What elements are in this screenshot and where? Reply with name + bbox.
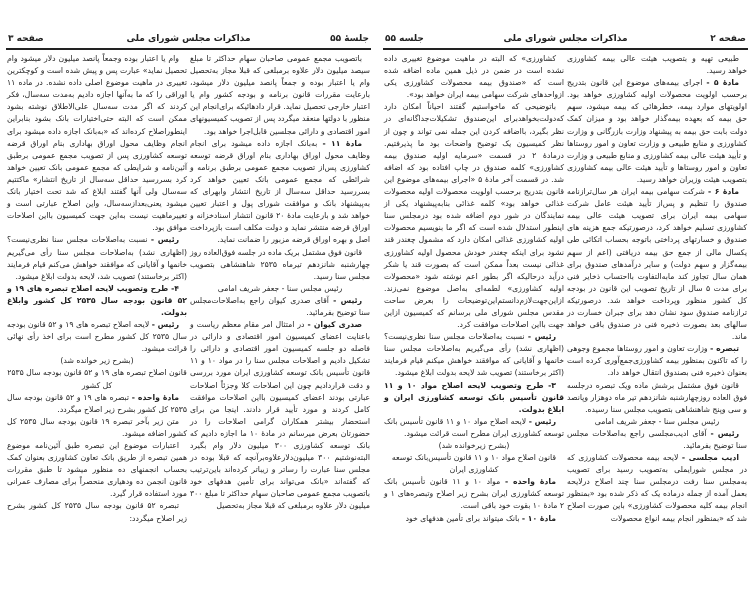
speaker-or-article-label: رئیس - bbox=[710, 428, 740, 438]
speaker-or-article-label: رئیس - bbox=[528, 416, 556, 426]
text-column bbox=[190, 53, 370, 513]
paragraph-text: بانک میتواند برای تأمین هدفهای خود bbox=[405, 513, 520, 523]
text-column bbox=[384, 53, 564, 525]
paragraph bbox=[190, 53, 370, 138]
header-rule bbox=[383, 48, 748, 50]
speaker-or-article-label: رئیس - bbox=[333, 295, 362, 305]
paragraph bbox=[384, 331, 564, 379]
centered-line bbox=[567, 416, 747, 428]
session-number: جلسه ۵۵ bbox=[385, 34, 424, 44]
paragraph bbox=[567, 53, 747, 77]
speaker-or-article-label: رئیس - bbox=[151, 320, 179, 330]
speaker-or-article-label: ادیب مجلسی - bbox=[681, 453, 739, 463]
paragraph bbox=[7, 500, 187, 524]
page-number: صفحه ۲ bbox=[710, 34, 746, 44]
paragraph-text: وام یا اعتبار بوده وجمعاً پانصد میلیون دلار میشود وام تحصیل نماید» عبارت پس و پیش شده است و کوچکترین تغییری در ماهیت موضوع اصلی داده نشده. در ماده ۱۱ اوراقی را که ما به‌آنها اجازه دادیم به‌مدت سه‌سال، فکر کردند که اگر مدت سه‌سال علی‌الاطلاق نوشته بشود ممکن است که البته حتی‌اختیارات بانک بشود بنابراین اینطوراصلاح کرده‌اند که «به‌بانک اجازه داده میشود برای انجام وظایف محول اوراق بهاداری بنام اوراق قرضه توسعه کشاورزی پس از تصویب مجمع عمومی برطبق آئین‌نامه و شرایطی که مجمع عمومی بانک تعیین خواهد کرد بسررسید حداقل سه‌سال از تاریخ انتشار» ماکتتیم سه‌سال ولی آنها گفتند ابلاغ که شد تحت اختیار بانک میشود یعنی‌بعدازسه‌سال، واین اصلاح عبارتی است و تغییرماهیت نیست به‌این جهت کمیسیون بااین اصلاحات موافق بود. bbox=[7, 54, 187, 233]
centered-line bbox=[384, 452, 564, 476]
paragraph bbox=[384, 476, 564, 512]
publication-title: مذاکرات مجلس شورای ملی bbox=[503, 34, 628, 44]
paragraph-text: (بشرح زیرخوانده شد) bbox=[438, 441, 510, 450]
paragraph-text: مواد ۱۰ و ۱۱ قانون تأسیس بانک توسعه کشاورزی ایران بشرح زیر اصلاح وتبصره‌های ۱ و ۲ مادهٔ ۱۰ بقوت خود باقی است. bbox=[384, 477, 564, 511]
page-header bbox=[385, 34, 746, 48]
paragraph-text: قانون اصلاح مواد ۱۰ و ۱۱ قانون تأسیس‌بانک توسعه کشاورزی ایران bbox=[391, 453, 557, 475]
paragraph-text: لایحه اصلاح مواد ۱۰ و ۱۱ قانون تأسیس بانک توسعه کشاورزی ایران مطرح است قرائت میشود. bbox=[384, 416, 564, 438]
text-column bbox=[567, 53, 747, 525]
paragraph-text: تبصره های ۱۹ و ۵۲ قانون بودجه سال ۲۵۳۵ کل کشور بشرح زیر اصلاح میگردد. bbox=[7, 392, 187, 414]
paragraph bbox=[567, 186, 747, 343]
page-number: صفحه ۳ bbox=[8, 34, 44, 44]
paragraph-text: لایحه اصلاح تبصره های ۱۹ و ۵۲ قانون بودجه سال ۲۵۳۵ کل کشور مطرح است برای اخذ رأی نهائی قرائت میشود. bbox=[7, 320, 187, 354]
paragraph bbox=[7, 53, 187, 234]
paragraph-text: (بشرح زیر خوانده شد) bbox=[60, 356, 134, 366]
centered-line bbox=[384, 440, 564, 452]
paragraph bbox=[190, 319, 370, 513]
paragraph-text: لایحه بیمه محصولات کشاورزی که در مجلس شورایملی به‌تصویب رسید برای تصویب به‌مجلس سنا رفت درمجلس سنا چند اصلاح درلایحه بعمل آمده از جمله درماده یک که ذکر شده بود «بمنظور انجام بیمه کلیه محصولات کشاورزی» باین صورت اصلاح شد که «بمنظور انجام بیمه انواع محصولات bbox=[567, 453, 747, 523]
paragraph bbox=[190, 138, 370, 247]
paragraph bbox=[7, 392, 187, 416]
header-rule bbox=[6, 48, 371, 50]
paragraph-text: ۳- طرح وتصویب لایحه اصلاح مواد ۱۰ و ۱۱ قانون تأسیس بانک توسعه کشاورزی ایران و ابلاغ بدولت. bbox=[384, 380, 564, 414]
centered-line bbox=[190, 283, 370, 295]
paragraph-text: طبیعی تهیه و بتصویب هیئت عالی بیمه کشاورزی خواهد رسید. bbox=[567, 54, 747, 76]
paragraph bbox=[7, 234, 187, 282]
paragraph bbox=[190, 247, 370, 283]
centered-line bbox=[7, 367, 187, 391]
paragraph-text: باتوضیحی که ماخواستیم گفتند احیاناً امکان دارد که‌دولت‌بخواهدبرای این‌صندوق تشکیلات‌جداگانه‌ای در نظر بگیرد، بااضافه کردن این جمله نمی تواند و چون از نظر کمیسیون یک توضیح واضحات بود ما پذیرفتیم. درمادهٔ ۲ در قسمت «سرمایه اولیه صندوق بیمه کشاورزی» کلمه صندوق در چاپ افتاده بود که اضافه شد. در قسمت آخر مادهٔ ۵ «اجرای بیمه‌های موضوع این قانون بتدریج برحسب اولویت محصولات اولیه محصولات غذائی خواهد بود» کلمه غذائی بنابه‌پیشنهاد یکی از نمایندگان در شور دوم اضافه شده بود درمجلس سنا اینطور استدلال شده است که اگر ما بنویسیم محصولات اولیه کشاورزی غذائی امکان دارد که مشمول چغندر قند نشود برای اینکه چغندر خودش محصول اولیه کشاورزی غذائی نیست بعداً ممکن است که بصورت قند یا شکر درآید درحالیکه اگر بطور اعم نوشته شود «محصولات اولیه کشاورزی» لطمه‌ای به‌اصل موضوع نمی‌زند. ازاین‌جهت‌لازم‌دانستم‌این‌توضیحات را بعرض ساحت مقدس مجلس شورای ملی برسانم که کمیسیون ازاین جهت بااین اصلاحات موافقت کرد. bbox=[384, 102, 564, 330]
speaker-or-article-label: مادهٔ واحده - bbox=[504, 477, 556, 487]
section-heading bbox=[7, 283, 187, 319]
paragraph bbox=[7, 416, 187, 440]
paragraph-text: شرکت سهامی بیمه ایران هر سال‌ترازنامه صندوق را تنظیم و پس‌از تأیید هیئت عامل شرکت سهامی بیمه ایران برای تصویب هیئت عالی بیمه کشاورزی تسلیم خواهد کرد، درصورتیکه جمع هزینه های صندوق و خسارتهای پرداختی باتوجه بحساب اتکائی طی یکسال مالی از جمع حق بیمه دریافتی (اعم از سهم بیمه‌گزار و سهم دولت) و سایر درآمدهای صندوق برای همان سال تجاوز کند مابه‌التفاوت بااحتساب ذخایر فنی برای مدت ۵ سال از تاریخ تصویب این قانون در بودجه کل کشور منظور وپرداخت خواهد شد. درصورتیکه ترازنامه صندوق سود نشان دهد برای جبران خسارت در سالهای بعد بصورت ذخیره فنی در صندوق باقی خواهد ماند. bbox=[567, 187, 747, 342]
paragraph bbox=[190, 295, 370, 319]
paragraph-text: قانون فوق مشتمل برشش ماده ویک تبصره درجلسه فوق العاده روزچهارشنبه شانزدهم تیر ماه دوهزار وپانصد و سی وپنج شاهنشاهی بتصویب مجلس سنا رسیده. bbox=[567, 380, 747, 414]
paragraph bbox=[7, 440, 187, 500]
paragraph bbox=[567, 428, 747, 452]
paragraph bbox=[384, 101, 564, 331]
paragraph-text: وزارت تعاون و امور روستاها مجموع وجوهی را که تاکنون بمنظور بیمه کشاورزی‌جمع‌آوری کرده است بعنوان ذخیره فنی بصندوق انتقال خواهد داد. bbox=[567, 344, 747, 378]
paragraph-text: رئیس مجلس سنا - جعفر شریف امامی bbox=[594, 416, 720, 426]
paragraph-text: آقای ادیب‌مجلسی راجع به‌اصلاحات مجلس سنا توضیح بفرمائید. bbox=[567, 428, 747, 450]
paragraph-text: آقای صدری کیوان راجع به‌اصلاحات‌مجلس سنا توضیح بفرمائید. bbox=[190, 295, 370, 317]
paragraph-text: رئیس مجلس سنا - جعفر شریف امامی bbox=[217, 283, 343, 293]
session-number: جلسهٔ ۵۵ bbox=[330, 34, 369, 44]
paragraph bbox=[384, 513, 564, 525]
paragraph-text: قانون فوق مشتمل بریک ماده در جلسه فوق‌العاده روز چهارشنبه شانزدهم تیرماه ۲۵۳۵ شاهنشاهی بتصویب مجلس سنا رسید. bbox=[190, 247, 370, 281]
paragraph-text: باتصویب مجمع عمومی صاحبان سهام حداکثر تا مبلغ سیصد میلیون دلار علاوه برمبلغی که قبلا مجاز به‌تحصیل وام یا اعتبار بوده و جمعاً پانصد میلیون دلار میشود، بارعایت مقررات قانون برنامه و بودجه کشور وام یا اعتبار خارجی تحصیل نماید. قرار دادهائیکه برای‌انجام این منظور با دولتها منعقد میگردد پس از تصویب کمیسیونهای امور اقتصادی و دارائی مجلسین قابل‌اجرا خواهد بود. bbox=[190, 54, 370, 136]
centered-line bbox=[7, 355, 187, 367]
page-header bbox=[8, 34, 369, 48]
section-heading bbox=[384, 380, 564, 416]
publication-title: مذاکرات مجلس شورای ملی bbox=[126, 34, 251, 44]
paragraph bbox=[567, 77, 747, 186]
paragraph-text: قانون اصلاح تبصره های ۱۹ و ۵۲ قانون بودجه سال ۲۵۳۵ کل کشور bbox=[7, 368, 187, 390]
paragraph-text: در امتثال امر مقام معظم ریاست و باعنایت اعضای کمیسیون امور اقتصادی و دارائی در فاصله دو جلسه کمیسیون امور اقتصادی و دارائی را تشکیل دادیم و اصلاحات مجلس سنا را در مواد ۱۰ و ۱۱ قانون تأسیس بانک توسعه کشاورزی ایران مورد بررسی و دقت قراردادیم چون این اصلاحات کلا وجزئاً اصلاحات عبارتی بودند اعضای کمیسیون بااین اصلاحات موافقت کامل کردند و مورد تأیید قرار دادند. اینجا من برای استحضار بیشتر همکاران گرامی اصلاحات را در حضورتان بعرض میرسانم در مادهٔ ۱۰ ما اجازه دادیم که بانک توسعه کشاورزی ۳۰۰ میلیون دلار وام بگیرد البته‌نوشتیم ۳۰۰ میلیون‌دلار‌علاوه‌برآنچه که قبلا بوده در مجلس سنا عبارت را رساتر و زیباتر کرده‌اند باین‌ترتیب که گفته‌اند «بانک می‌تواند برای تأمین هدفهای خود باتصویب مجمع عمومی صاحبان سهام حداکثر تا مبلغ ۳۰۰ میلیون دلار علاوه برمبلغی که قبلا مجاز به‌تحصیل bbox=[190, 320, 370, 511]
paragraph bbox=[567, 343, 747, 379]
speaker-or-article-label: صدری کیوان - bbox=[307, 320, 362, 330]
speaker-or-article-label: رئیس - bbox=[527, 332, 557, 342]
speaker-or-article-label: مادهٔ ۶ - bbox=[708, 187, 739, 197]
paragraph-text: ۴- طرح وتصویب لایحه اصلاح تبصره های ۱۹ و ۵۲ قانون بودجه سال ۲۵۳۵ کل کشور وابلاغ بدولت. bbox=[7, 283, 187, 317]
paragraph-text: تبصره ۵۲ قانون بودجه سال ۲۵۳۵ کل کشور بشرح زیر اصلاح میگردد: bbox=[7, 501, 187, 523]
paragraph-text: اعتبارات موضوع این تبصره طبق آئین‌نامه موضوع همین تبصره از طریق بانک تعاون کشاورزی بعنوان کمک بحساب انجمنهای ده منظور میشود تا طبق مقررات قانون انجمن ده ودهیاری منحصراً برای مصارف عمرانی مورد استفاده قرار گیرد. bbox=[7, 441, 187, 499]
paragraph-text: متن زیر بآخر تبصره ۱۹ قانون بودجه سال ۲۵۳۵ کل کشور اضافه میشود. bbox=[7, 416, 187, 438]
speaker-or-article-label: مادهٔ ۱۰ - bbox=[521, 513, 556, 523]
paragraph bbox=[567, 380, 747, 416]
speaker-or-article-label: مادهٔ واحده - bbox=[131, 392, 179, 402]
paragraph bbox=[7, 319, 187, 355]
paragraph-text: به‌بانک اجازه داده میشود برای انجام وظایف محول اوراق بهاداری بنام اوراق قرضه توسعه کشاورزی پس‌از تصویب مجمع عمومی برطبق برنامه و شرائطی که مجمع عمومی بانک تعیین خواهد کرد بسررسید حداقل سه‌سال از تاریخ انتشار وابهرای که به‌پیشنهاد بانک و موافقت شورای پول و اعتبار تعیین خواهد شد و بارعایت مادهٔ ۲۰ قانون انتشار اسنادخزانه و اوراق قرضه منتشر نماید و دولت مکلف است بازپرداخت اصل و بهره اوراق قرضه مزبور را ضمانت نماید. bbox=[190, 138, 370, 245]
text-column bbox=[7, 53, 187, 525]
speaker-or-article-label: مادهٔ ۱۱ - bbox=[322, 138, 362, 148]
paragraph-text: کشاورزی» که البته در ماهیت موضوع تغییری داده نشده است در ضمن در ذیل همین ماده اضافه شده است که «صندوق بیمه محصولات کشاورزی یکی ازواحدهای شرکت سهامی بیمه ایران خواهد بود». bbox=[384, 54, 564, 100]
paragraph bbox=[384, 416, 564, 440]
paragraph-text: نسبت به‌اصلاحات مجلس سنا نظری‌نیست؟ (اظهاری نشد) رأی می‌گیریم به‌اصلاحات مجلس سنا خانمها و آقایانی که موافقند خواهش میکنم قیام فرمایند (اکثر برخاستند) تصویب شد لایحه بدولت ابلاغ میشود. bbox=[384, 332, 564, 378]
speaker-or-article-label: تبصره - bbox=[710, 344, 740, 354]
speaker-or-article-label: رئیس - bbox=[150, 235, 180, 245]
paragraph-text: نسبت به‌اصلاحات مجلس سنا نظری‌نیست؟ (اظهاری نشد) به‌اصلاحات مجلس سنا رأی می‌گیریم خانمها و آقایانی که موافقند خواهش می‌کنم قیام فرمایند (اکثر برخاستند) تصویب شد، لایحه بدولت ابلاغ میشود. bbox=[7, 235, 187, 281]
paragraph bbox=[384, 53, 564, 101]
paragraph-text: اجرای بیمه‌های موضوع این قانون بتدریج برحسب اولویت محصولات اولیه کشاورزی خواهد بود. اولویتهای موارد بیمه، خطرهائی که بیمه میشود، سهم حق بیمه که بعهده بیمه‌گذار خواهد بود و میزان کمک دولت بابت حق بیمه به پیشنهاد وزارت بازرگانی و وزارت کشاورزی و منابع طبیعی و وزارت تعاون و امور روستاها و تأیید هیئت عالی بیمه کشاورزی و منابع طبیعی و وزارت تعاون و امور روستاها و تأیید هیئت عالی بیمه کشاورزی بتصویب هیئت وزیران خواهد رسید. bbox=[567, 78, 747, 184]
paragraph bbox=[567, 452, 747, 525]
speaker-or-article-label: مادهٔ ۵ - bbox=[706, 78, 740, 88]
